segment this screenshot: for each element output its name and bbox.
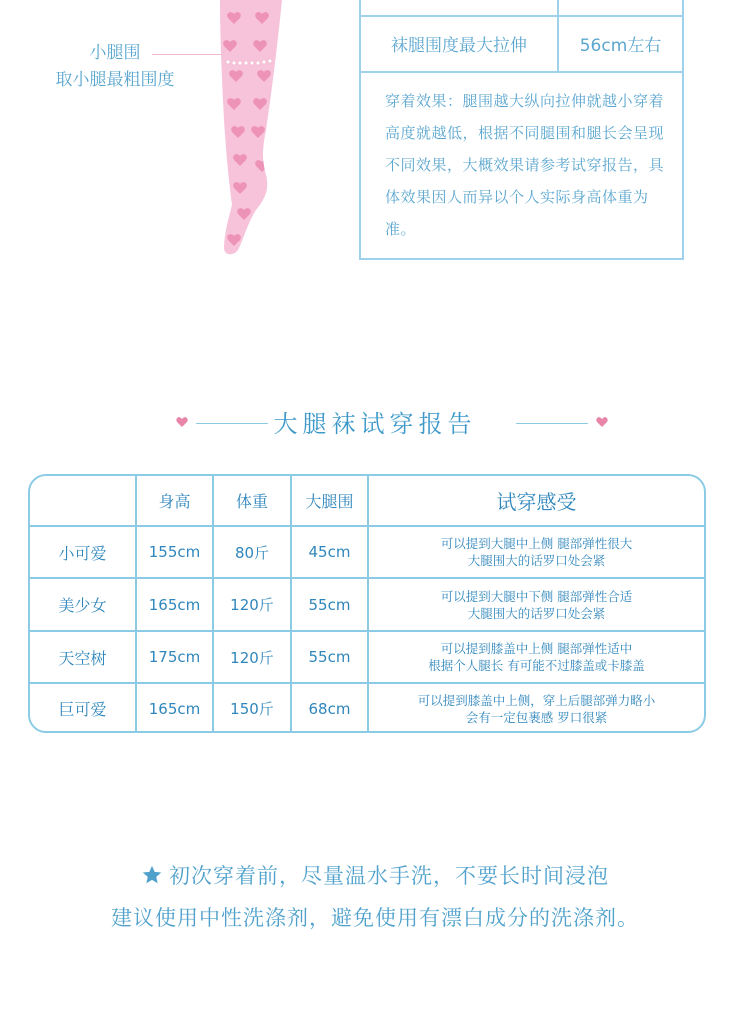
feedback-line: 可以提到大腿中下侧 腿部弹性合适 xyxy=(440,588,633,604)
care-note-line-1 xyxy=(0,860,750,890)
table-row-name: 小可爱 xyxy=(58,543,107,563)
table-row-height: 175cm xyxy=(148,648,201,666)
feedback-line: 可以提到膝盖中上侧，穿上后腿部弹力略小 xyxy=(417,692,656,708)
feedback-line: 会有一定包裹感 罗口很紧 xyxy=(465,709,608,725)
calf-description: 取小腿最粗围度 xyxy=(55,70,175,90)
calf-label: 小腿围 xyxy=(89,43,141,63)
table-row-feedback xyxy=(369,684,704,733)
table-row-name: 天空树 xyxy=(58,648,107,668)
feedback-line: 大腿围大的话罗口处会紧 xyxy=(467,553,606,568)
leg-illustration xyxy=(190,0,290,260)
feedback-line: 可以提到膝盖中上侧 腿部弹性适中 xyxy=(440,641,633,656)
table-row-height: 165cm xyxy=(148,699,201,718)
feedback-line: 大腿围大的话罗口处会紧 xyxy=(467,605,606,621)
table-row-height: 165cm xyxy=(148,595,201,614)
table-row-weight: 120斤 xyxy=(230,648,274,667)
header-weight: 体重 xyxy=(235,492,268,511)
table-row-name: 巨可爱 xyxy=(58,700,107,719)
care-note-line-2: 建议使用中性洗涤剂，避免使用有漂白成分的洗涤剂。 xyxy=(111,906,639,930)
table-row-height: 155cm xyxy=(148,543,201,561)
star-icon xyxy=(141,864,163,886)
table-row-thigh: 68cm xyxy=(308,699,351,718)
table-row-thigh: 55cm xyxy=(308,648,351,666)
table-row-weight: 80斤 xyxy=(234,543,270,562)
care-note-text: 初次穿着前，尽量温水手洗，不要长时间浸泡 xyxy=(169,864,609,888)
header-feedback: 试穿感受 xyxy=(496,490,577,514)
spec-note: 穿着效果：腿围越大纵向拉伸就越小穿着高度就越低，根据不同腿围和腿长会呈现不同效果，大概效果请参考试穿报告，具体效果因人而异以个人实际身高体重为准。 xyxy=(385,92,665,238)
spec-key: 袜腿围度最大拉伸 xyxy=(391,36,527,56)
table-row-thigh: 55cm xyxy=(308,595,351,614)
spec-row-top xyxy=(361,0,682,17)
header-height: 身高 xyxy=(158,492,191,511)
table-row-weight: 120斤 xyxy=(230,596,274,614)
section-title: 大腿袜试穿报告 xyxy=(273,410,477,438)
trial-report-table xyxy=(28,474,706,733)
table-row-feedback xyxy=(369,579,704,630)
heart-icon xyxy=(596,416,608,428)
table-row-thigh: 45cm xyxy=(308,543,351,561)
table-row-name: 美少女 xyxy=(58,596,107,615)
spec-row-stretch xyxy=(361,17,682,73)
header-thigh: 大腿围 xyxy=(305,492,354,511)
header-name xyxy=(30,476,135,525)
table-row-feedback xyxy=(369,527,704,577)
feedback-line: 可以提到大腿中上侧 腿部弹性很大 xyxy=(440,536,633,551)
title-rule-right xyxy=(516,423,588,424)
table-row-feedback xyxy=(369,632,704,682)
feedback-line: 根据个人腿长 有可能不过膝盖或卡膝盖 xyxy=(428,658,645,673)
table-row-weight: 150斤 xyxy=(230,700,274,718)
spec-value: 56cm左右 xyxy=(579,36,662,56)
spec-table xyxy=(359,0,684,260)
